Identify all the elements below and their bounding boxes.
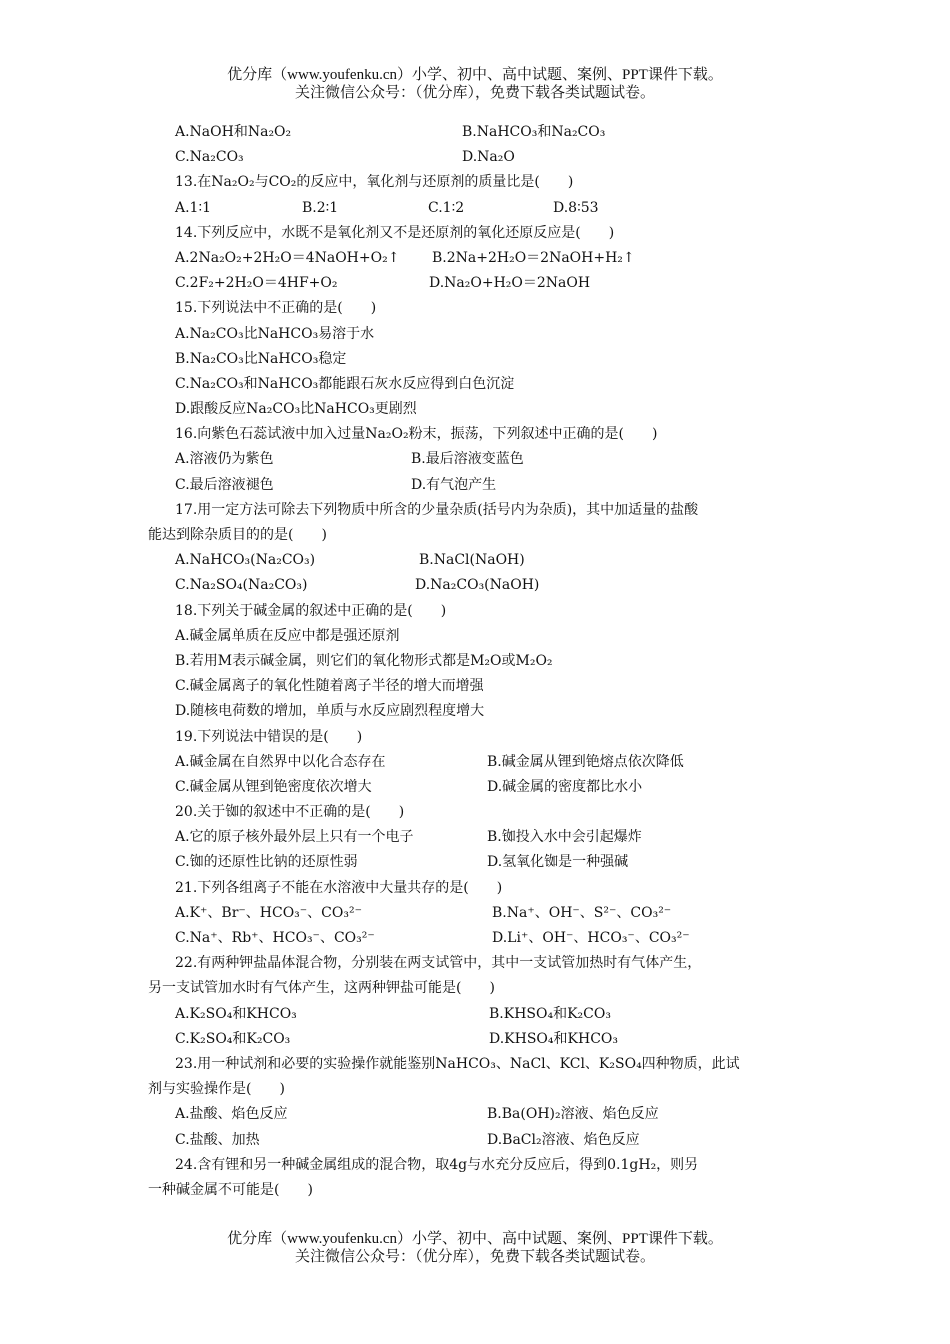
q22-options-row-1 <box>175 1002 815 1027</box>
q20-stem: 20.关于铷的叙述中不正确的是( ) <box>175 804 405 821</box>
q19-option-c: C.碱金属从锂到铯密度依次增大 <box>175 778 372 795</box>
q12-option-a: A.NaOH和Na₂O₂ <box>175 124 292 140</box>
header-line-2: 关注微信公众号：（优分库），免费下载各类试题试卷。 <box>294 85 655 101</box>
q20-option-c: C.铷的还原性比钠的还原性弱 <box>175 854 358 871</box>
q16-option-d: D.有气泡产生 <box>411 476 497 493</box>
q18-option-c: C.碱金属离子的氧化性随着离子半径的增大而增强 <box>175 678 484 695</box>
q19-option-b: B.碱金属从锂到铯熔点依次降低 <box>487 753 684 770</box>
q23-option-b: B.Ba(OH)₂溶液、焰色反应 <box>487 1106 659 1123</box>
q19-options-row-2 <box>175 775 815 800</box>
q21-option-b: B.Na⁺、OH⁻、S²⁻、CO₃²⁻ <box>492 904 672 921</box>
q23-stem-line-2: 剂与实验操作是( ) <box>148 1081 285 1098</box>
q14-option-a: A.2Na₂O₂+2H₂O＝4NaOH+O₂↑ <box>175 249 400 266</box>
q23-option-d: D.BaCl₂溶液、焰色反应 <box>487 1131 640 1148</box>
q14-stem: 14.下列反应中，水既不是氧化剂又不是还原剂的氧化还原反应是( ) <box>175 224 615 241</box>
q12-option-b: B.NaHCO₃和Na₂CO₃ <box>462 124 606 140</box>
q17-option-b: B.NaCl(NaOH) <box>419 552 525 569</box>
q15-stem: 15.下列说法中不正确的是( ) <box>175 300 377 317</box>
q22-options-row-2 <box>175 1027 815 1052</box>
q17-options-row-2 <box>175 573 815 598</box>
q14-option-b: B.2Na+2H₂O＝2NaOH+H₂↑ <box>432 249 635 266</box>
q18-option-b: B.若用M表示碱金属，则它们的氧化物形式都是M₂O或M₂O₂ <box>175 652 553 669</box>
q16-options-row-2 <box>175 473 815 498</box>
q16-options-row-1 <box>175 447 815 472</box>
q13-option-c: C.1∶2 <box>428 199 465 216</box>
q17-option-c: C.Na₂SO₄(Na₂CO₃) <box>175 577 308 594</box>
q20-options-row-2 <box>175 850 815 875</box>
q22-option-d: D.KHSO₄和KHCO₃ <box>489 1030 618 1047</box>
q13-options-row <box>175 196 815 221</box>
q14-options-row-1 <box>175 246 815 271</box>
q14-options-row-2 <box>175 271 815 296</box>
footer-line-2: 关注微信公众号：（优分库），免费下载各类试题试卷。 <box>294 1249 655 1265</box>
q17-options-row-1 <box>175 548 815 573</box>
q23-option-c: C.盐酸、加热 <box>175 1131 260 1148</box>
q12-options-row-2 <box>175 145 815 170</box>
q14-option-c: C.2F₂+2H₂O＝4HF+O₂ <box>175 275 338 292</box>
q19-options-row-1 <box>175 750 815 775</box>
q18-option-d: D.随核电荷数的增加，单质与水反应剧烈程度增大 <box>175 703 485 720</box>
page-header <box>0 66 950 102</box>
q18-option-a: A.碱金属单质在反应中都是强还原剂 <box>175 627 400 644</box>
page-footer <box>0 1230 950 1266</box>
q22-option-b: B.KHSO₄和K₂CO₃ <box>489 1005 611 1022</box>
q17-stem-line-1: 17.用一定方法可除去下列物质中所含的少量杂质(括号内为杂质)，其中加适量的盐酸 <box>175 501 699 518</box>
q20-options-row-1 <box>175 825 815 850</box>
q24-stem-line-2: 一种碱金属不可能是( ) <box>148 1181 313 1198</box>
q20-option-a: A.它的原子核外最外层上只有一个电子 <box>175 829 414 846</box>
footer-line-1: 优分库（www.youfenku.cn）小学、初中、高中试题、案例、PPT课件下载。 <box>227 1231 723 1247</box>
q12-option-d: D.Na₂O <box>462 149 515 166</box>
q23-options-row-2 <box>175 1128 815 1153</box>
q13-option-b: B.2∶1 <box>302 199 339 216</box>
q22-option-a: A.K₂SO₄和KHCO₃ <box>175 1005 297 1022</box>
q17-option-d: D.Na₂CO₃(NaOH) <box>415 577 540 594</box>
q17-stem-line-2: 能达到除杂质目的的是( ) <box>148 527 327 543</box>
q18-stem: 18.下列关于碱金属的叙述中正确的是( ) <box>175 602 447 619</box>
q19-option-d: D.碱金属的密度都比水小 <box>487 778 643 795</box>
q17-option-a: A.NaHCO₃(Na₂CO₃) <box>175 552 316 569</box>
q22-stem-line-1: 22.有两种钾盐晶体混合物，分别装在两支试管中，其中一支试管加热时有气体产生， <box>175 955 702 972</box>
q12-option-c: C.Na₂CO₃ <box>175 149 244 166</box>
q21-option-d: D.Li⁺、OH⁻、HCO₃⁻、CO₃²⁻ <box>492 930 690 946</box>
q23-options-row-1 <box>175 1102 815 1127</box>
q16-stem: 16.向紫色石蕊试液中加入过量Na₂O₂粉末，振荡，下列叙述中正确的是( ) <box>175 426 658 443</box>
q13-stem: 13.在Na₂O₂与CO₂的反应中，氧化剂与还原剂的质量比是( ) <box>175 174 574 191</box>
q13-option-a: A.1∶1 <box>175 199 212 216</box>
q23-option-a: A.盐酸、焰色反应 <box>175 1106 288 1123</box>
q20-option-b: B.铷投入水中会引起爆炸 <box>487 829 642 846</box>
q15-option-c: C.Na₂CO₃和NaHCO₃都能跟石灰水反应得到白色沉淀 <box>175 375 515 392</box>
q16-option-c: C.最后溶液褪色 <box>175 476 274 493</box>
q22-option-c: C.K₂SO₄和K₂CO₃ <box>175 1030 291 1047</box>
q12-options-row-1 <box>175 120 815 145</box>
header-line-1: 优分库（www.youfenku.cn）小学、初中、高中试题、案例、PPT课件下载。 <box>227 67 723 83</box>
q15-option-d: D.跟酸反应Na₂CO₃比NaHCO₃更剧烈 <box>175 401 417 418</box>
q14-option-d: D.Na₂O+H₂O＝2NaOH <box>429 275 591 292</box>
q19-stem: 19.下列说法中错误的是( ) <box>175 728 363 745</box>
q21-option-c: C.Na⁺、Rb⁺、HCO₃⁻、CO₃²⁻ <box>175 930 375 946</box>
q21-stem: 21.下列各组离子不能在水溶液中大量共存的是( ) <box>175 879 503 896</box>
question-list <box>148 120 815 1203</box>
q15-option-b: B.Na₂CO₃比NaHCO₃稳定 <box>175 350 347 367</box>
q20-option-d: D.氢氧化铷是一种强碱 <box>487 854 629 871</box>
q23-stem-line-1: 23.用一种试剂和必要的实验操作就能鉴别NaHCO₃、NaCl、KCl、K₂SO₄四种物质，此试 <box>175 1055 740 1072</box>
q22-stem-line-2: 另一支试管加水时有气体产生，这两种钾盐可能是( ) <box>148 980 495 997</box>
q15-option-a: A.Na₂CO₃比NaHCO₃易溶于水 <box>175 325 375 342</box>
q21-options-row-1 <box>175 901 815 926</box>
q16-option-b: B.最后溶液变蓝色 <box>411 451 524 468</box>
q24-stem-line-1: 24.含有锂和另一种碱金属组成的混合物，取4g与水充分反应后，得到0.1gH₂，则另 <box>175 1156 699 1173</box>
q21-option-a: A.K⁺、Br⁻、HCO₃⁻、CO₃²⁻ <box>175 904 362 921</box>
q21-options-row-2 <box>175 926 815 951</box>
q19-option-a: A.碱金属在自然界中以化合态存在 <box>175 753 386 770</box>
q16-option-a: A.溶液仍为紫色 <box>175 451 274 468</box>
q13-option-d: D.8∶53 <box>553 199 599 216</box>
